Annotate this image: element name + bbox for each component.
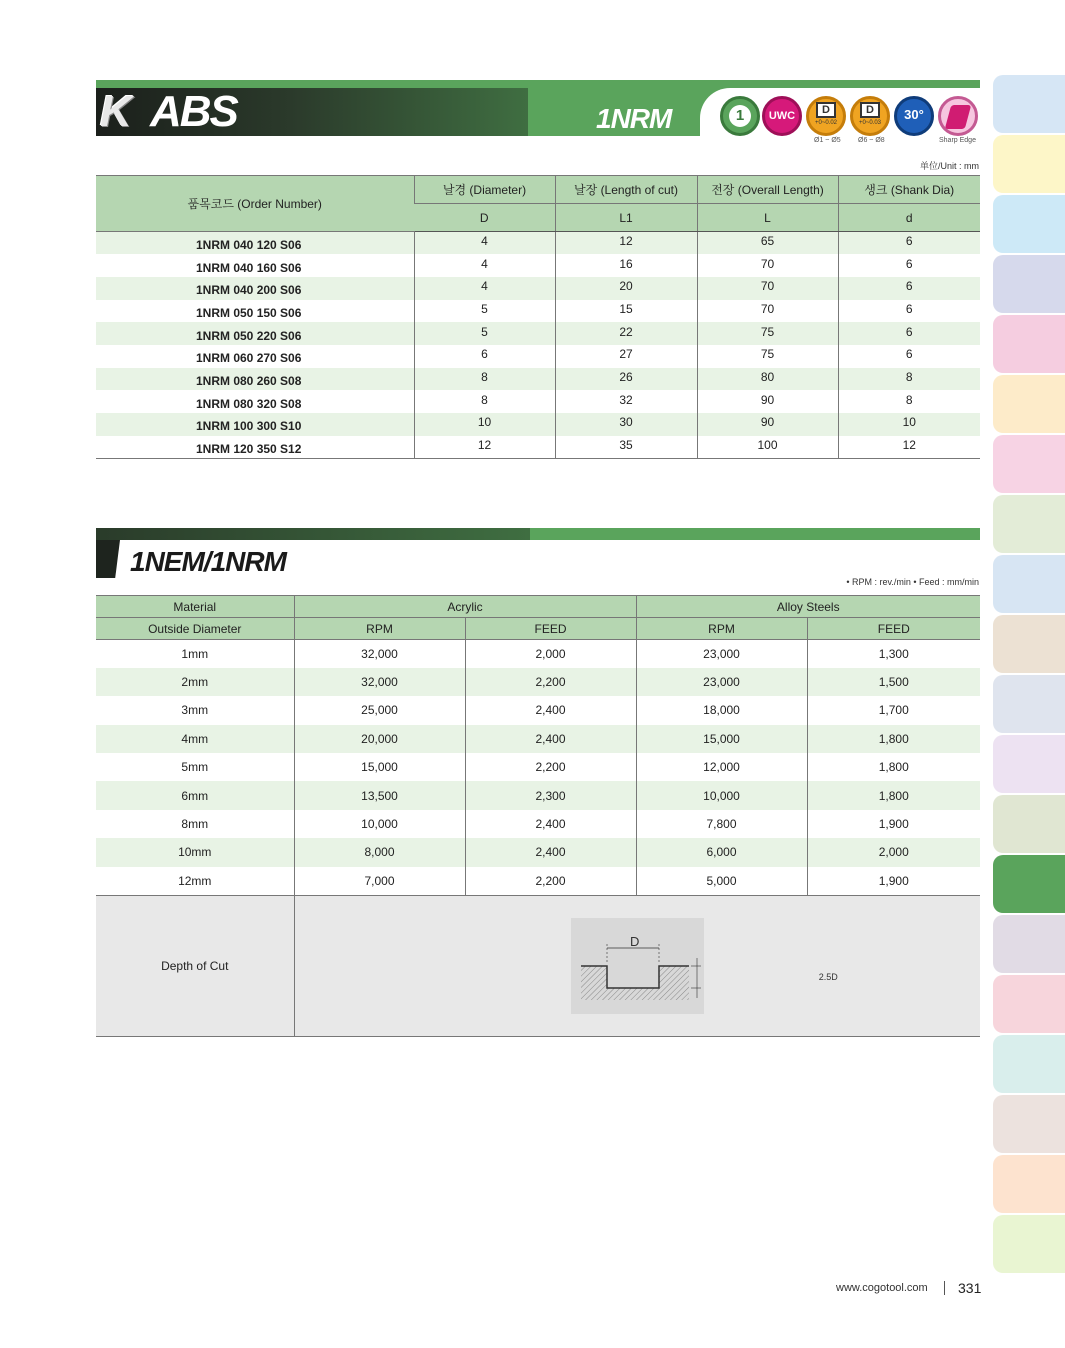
- side-tab-20[interactable]: [993, 1215, 1065, 1273]
- brand-title: ABS: [150, 87, 237, 136]
- side-tab-11[interactable]: [993, 675, 1065, 733]
- cell-l: 75: [697, 345, 838, 368]
- cell-a-rpm: 32,000: [294, 668, 465, 696]
- cell-a-feed: 2,000: [465, 640, 636, 668]
- cell-a-rpm: 10,000: [294, 810, 465, 838]
- cell-l1: 15: [555, 300, 697, 323]
- cell-a-feed: 2,400: [465, 725, 636, 753]
- cell-l: 90: [697, 390, 838, 413]
- cell-s-feed: 1,900: [807, 810, 980, 838]
- cell-l1: 16: [555, 254, 697, 277]
- cell-od: 2mm: [96, 668, 294, 696]
- cell-l: 70: [697, 254, 838, 277]
- cell-od: 12mm: [178, 873, 212, 888]
- table-row: [96, 390, 980, 413]
- diagram-depth-label: 2.5D: [818, 971, 838, 982]
- cell-l: 70: [697, 300, 838, 323]
- cell-s-rpm: 6,000: [636, 838, 807, 866]
- cell-s-rpm: 12,000: [636, 753, 807, 781]
- cell-od: 6mm: [96, 781, 294, 809]
- cell-a-feed: 2,200: [465, 753, 636, 781]
- table-row: [96, 867, 980, 895]
- alloy-rpm-header: RPM: [636, 618, 807, 640]
- table-row: [96, 232, 980, 255]
- cell-a-feed: 2,300: [465, 781, 636, 809]
- side-tab-6[interactable]: [993, 375, 1065, 433]
- cell-code: 1NRM 060 270 S06: [196, 351, 302, 366]
- sym-l1: L1: [555, 204, 697, 232]
- table-row: [96, 640, 980, 668]
- side-tab-16[interactable]: [993, 975, 1065, 1033]
- table-row: [96, 345, 980, 368]
- product-spec-table: [96, 175, 980, 459]
- cell-a-rpm: 13,500: [294, 781, 465, 809]
- header-banner: [96, 80, 980, 136]
- diameter-tolerance-2-icon: D +0~0.03: [850, 96, 890, 136]
- section2-tab: [96, 540, 120, 578]
- cell-d: 10: [414, 413, 555, 436]
- cell-l1: 12: [555, 232, 697, 255]
- table-row: [96, 668, 980, 696]
- table-row: [96, 753, 980, 781]
- cell-l: 75: [697, 322, 838, 345]
- uwc-icon: UWC: [762, 96, 802, 136]
- cell-d: 12: [838, 436, 980, 459]
- cell-l: 70: [697, 277, 838, 300]
- sym-d: D: [414, 204, 555, 232]
- side-tab-19[interactable]: [993, 1155, 1065, 1213]
- cell-d: 8: [414, 368, 555, 391]
- cell-s-feed: 1,700: [807, 696, 980, 724]
- cell-s-rpm: 23,000: [636, 668, 807, 696]
- cell-s-rpm: 10,000: [636, 781, 807, 809]
- alloy-steels-header: Alloy Steels: [636, 596, 980, 618]
- cell-s-feed: 1,800: [807, 781, 980, 809]
- table-row: [96, 254, 980, 277]
- cell-code: 1NRM 080 320 S08: [196, 396, 302, 411]
- cell-a-rpm: 7,000: [294, 867, 465, 895]
- cell-od: 8mm: [181, 817, 209, 832]
- side-tab-4[interactable]: [993, 255, 1065, 313]
- cell-code: 1NRM 050 220 S06: [96, 322, 414, 345]
- product-code: 1NRM: [596, 103, 672, 134]
- cell-code: 1NRM 040 160 S06: [196, 260, 302, 275]
- cell-l1: 32: [555, 390, 697, 413]
- material-label: Material: [96, 596, 294, 618]
- cell-s-rpm: 15,000: [636, 725, 807, 753]
- col-diameter: 날경 (Diameter): [414, 176, 555, 204]
- cell-a-feed: 2,200: [465, 668, 636, 696]
- cell-a-feed: 2,400: [465, 810, 636, 838]
- section2-rule: [96, 528, 980, 540]
- side-tab-17[interactable]: [993, 1035, 1065, 1093]
- diagram-d-label: D: [629, 933, 640, 949]
- cell-l: 90: [697, 413, 838, 436]
- acrylic-feed-header: FEED: [465, 618, 636, 640]
- cell-l1: 22: [555, 322, 697, 345]
- depth-of-cut-diagram-cell: [294, 895, 980, 1036]
- cell-s-feed: 1,300: [807, 640, 980, 668]
- cell-s-feed: 1,500: [807, 668, 980, 696]
- table-row: [96, 781, 980, 809]
- cell-od: 4mm: [96, 725, 294, 753]
- icon-caption-d2: Ø6 ~ Ø8: [858, 137, 885, 144]
- table-row: [96, 322, 980, 345]
- cell-code: 1NRM 080 260 S08: [96, 368, 414, 391]
- col-overall-length: 전장 (Overall Length): [697, 176, 838, 204]
- cell-a-rpm: 20,000: [294, 725, 465, 753]
- cell-a-feed: 2,200: [465, 867, 636, 895]
- table-row: [96, 368, 980, 391]
- sym-small-d: d: [838, 204, 980, 232]
- table-row: [96, 696, 980, 724]
- cell-s-feed: 2,000: [807, 838, 980, 866]
- cell-od: 1mm: [181, 646, 209, 661]
- cell-d: 8: [414, 390, 555, 413]
- cell-d: 6: [838, 277, 980, 300]
- col-order-number: 품목코드 (Order Number): [96, 176, 414, 232]
- table-row: [96, 300, 980, 323]
- cell-d: 6: [838, 254, 980, 277]
- side-tab-1[interactable]: [993, 75, 1065, 133]
- table-row: [96, 413, 980, 436]
- side-tab-9[interactable]: [993, 555, 1065, 613]
- cell-code: 1NRM 040 200 S06: [96, 277, 414, 300]
- cell-s-rpm: 18,000: [636, 696, 807, 724]
- table-row: [96, 838, 980, 866]
- cell-l: 100: [697, 436, 838, 459]
- cell-s-feed: 1,900: [807, 867, 980, 895]
- side-tab-18[interactable]: [993, 1095, 1065, 1153]
- diameter-tolerance-1-icon: D +0~0.02: [806, 96, 846, 136]
- cell-a-feed: 2,400: [465, 838, 636, 866]
- cell-od: 5mm: [181, 760, 209, 775]
- cell-d: 10: [838, 413, 980, 436]
- brand-k-logo: K: [100, 87, 130, 136]
- cell-l: 65: [697, 232, 838, 255]
- cell-l1: 26: [555, 368, 697, 391]
- one-flute-icon: 1: [720, 96, 760, 136]
- page-number: 331: [958, 1280, 982, 1296]
- cell-d: 6: [838, 300, 980, 323]
- icon-caption-sharp: Sharp Edge: [939, 137, 976, 144]
- cell-a-rpm: 15,000: [294, 753, 465, 781]
- cell-d: 4: [414, 232, 555, 255]
- side-tab-5[interactable]: [993, 315, 1065, 373]
- cell-d: 6: [838, 345, 980, 368]
- acrylic-rpm-header: RPM: [294, 618, 465, 640]
- side-tab-14[interactable]: [993, 855, 1065, 913]
- side-tab-13[interactable]: [993, 795, 1065, 853]
- cell-s-feed: 1,800: [807, 725, 980, 753]
- col-shank-dia: 생크 (Shank Dia): [838, 176, 980, 204]
- sym-l: L: [697, 204, 838, 232]
- cell-od: 10mm: [96, 838, 294, 866]
- outside-diameter-label: Outside Diameter: [96, 618, 294, 640]
- side-tab-10[interactable]: [993, 615, 1065, 673]
- side-tab-8[interactable]: [993, 495, 1065, 553]
- cell-d: 6: [838, 232, 980, 255]
- cutting-conditions-table: [96, 595, 980, 1037]
- table-row: [96, 436, 980, 459]
- table-row: [96, 725, 980, 753]
- section2-unit-note: • RPM : rev./min • Feed : mm/min: [846, 577, 979, 587]
- cell-d: 8: [838, 390, 980, 413]
- side-tab-15[interactable]: [993, 915, 1065, 973]
- cell-l1: 27: [555, 345, 697, 368]
- col-length-of-cut: 날장 (Length of cut): [555, 176, 697, 204]
- helix-30-icon: 30°: [894, 96, 934, 136]
- sharp-edge-icon: [938, 96, 978, 136]
- footer-url[interactable]: www.cogotool.com: [836, 1282, 928, 1294]
- cell-d: 4: [414, 254, 555, 277]
- cell-d: 5: [414, 322, 555, 345]
- section2-title: 1NEM/1NRM: [130, 546, 286, 577]
- side-tab-3[interactable]: [993, 195, 1065, 253]
- alloy-feed-header: FEED: [807, 618, 980, 640]
- cell-d: 5: [414, 300, 555, 323]
- cell-d: 8: [838, 368, 980, 391]
- cell-a-rpm: 8,000: [294, 838, 465, 866]
- section2-rule-dark: [96, 528, 530, 540]
- footer-separator: [944, 1281, 945, 1295]
- cell-code: 1NRM 100 300 S10: [96, 413, 414, 436]
- icon-caption-d1: Ø1 ~ Ø5: [814, 137, 841, 144]
- cell-od: 3mm: [181, 703, 209, 718]
- cell-d: 4: [414, 277, 555, 300]
- cell-s-rpm: 5,000: [636, 867, 807, 895]
- cell-code: 1NRM 120 350 S12: [96, 436, 414, 459]
- cell-d: 6: [838, 322, 980, 345]
- cell-d: 12: [414, 436, 555, 459]
- cell-l1: 20: [555, 277, 697, 300]
- cell-code: 1NRM 050 150 S06: [196, 305, 302, 320]
- cell-s-rpm: 7,800: [636, 810, 807, 838]
- section2-rule-green: [530, 528, 980, 540]
- depth-of-cut-label: Depth of Cut: [96, 895, 294, 1036]
- cell-a-rpm: 32,000: [294, 640, 465, 668]
- table-row: [96, 277, 980, 300]
- cell-l1: 30: [555, 413, 697, 436]
- cell-s-rpm: 23,000: [636, 640, 807, 668]
- unit-note: 单位/Unit : mm: [919, 161, 979, 171]
- depth-of-cut-row: [96, 895, 980, 1036]
- acrylic-header: Acrylic: [294, 596, 636, 618]
- cell-a-rpm: 25,000: [294, 696, 465, 724]
- cell-l: 80: [697, 368, 838, 391]
- side-tab-7[interactable]: [993, 435, 1065, 493]
- table-row: [96, 810, 980, 838]
- cell-code: 1NRM 040 120 S06: [96, 232, 414, 255]
- side-tab-12[interactable]: [993, 735, 1065, 793]
- cell-d: 6: [414, 345, 555, 368]
- cell-s-feed: 1,800: [807, 753, 980, 781]
- cell-a-feed: 2,400: [465, 696, 636, 724]
- side-tab-2[interactable]: [993, 135, 1065, 193]
- cell-l1: 35: [555, 436, 697, 459]
